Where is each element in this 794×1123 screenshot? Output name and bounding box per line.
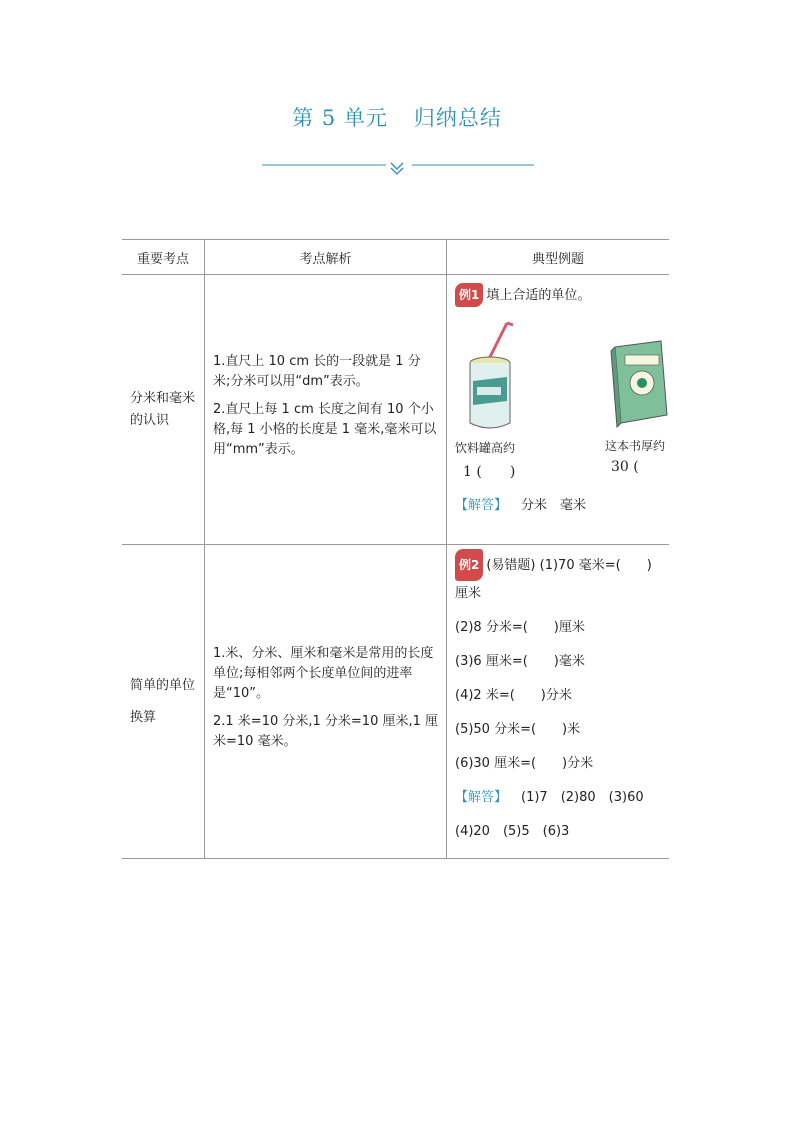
topic-text: 分米和毫米的认识 <box>130 390 196 428</box>
question-1a: (易错题) (1)70 毫米=( ) <box>486 558 652 573</box>
book-caption: 这本书厚约 <box>605 439 666 453</box>
answer-label: 【解答】 <box>455 498 508 513</box>
unit-label: 第 5 单元 <box>292 106 388 130</box>
question-5: (5)50 分米=( )米 <box>455 722 581 737</box>
example-cell <box>447 275 670 545</box>
question-1b: 厘米 <box>455 586 482 601</box>
question-2: (2)8 分米=( )厘米 <box>455 620 585 635</box>
header-topic: 重要考点 <box>122 240 205 275</box>
table-row <box>122 275 669 545</box>
header-analysis: 考点解析 <box>205 240 447 275</box>
question-4: (4)2 米=( )分米 <box>455 688 572 703</box>
question-3: (3)6 厘米=( )毫米 <box>455 654 585 669</box>
header-example: 典型例题 <box>447 240 670 275</box>
page-title <box>0 102 794 132</box>
topic-text: 简单的单位换算 <box>130 677 196 725</box>
soda-can-icon <box>470 323 513 428</box>
answer-text: 分米 毫米 <box>521 498 587 513</box>
example-badge: 例2 <box>455 549 483 581</box>
analysis-point: 2.直尺上每 1 cm 长度之间有 10 个小格,每 1 小格的长度是 1 毫米,毫米可以用“mm”表示。 <box>213 401 437 457</box>
answer-text: (4)20 (5)5 (6)3 <box>455 824 570 839</box>
answer-label: 【解答】 <box>455 790 508 805</box>
title-divider <box>262 158 534 178</box>
chevron-down-icon <box>391 163 403 169</box>
can-value: 1 ( ) <box>463 464 516 480</box>
unit-name: 归纳总结 <box>413 106 502 130</box>
analysis-point: 1.米、分米、厘米和毫米是常用的长度单位;每相邻两个长度单位间的进率是“10”。 <box>213 645 434 701</box>
table-row <box>122 545 669 859</box>
answer-text: (1)7 (2)80 (3)60 <box>521 790 644 805</box>
analysis-point: 1.直尺上 10 cm 长的一段就是 1 分米;分米可以用“dm”表示。 <box>213 353 421 389</box>
topic-cell <box>122 275 205 545</box>
table-header-row <box>122 240 669 275</box>
example-badge: 例1 <box>455 283 483 307</box>
topic-cell <box>122 545 205 859</box>
analysis-point: 2.1 米=10 分米,1 分米=10 厘米,1 厘米=10 毫米。 <box>213 713 439 749</box>
example-illustration <box>455 319 669 495</box>
can-and-book-picture <box>455 319 669 439</box>
analysis-cell <box>205 545 447 859</box>
summary-table <box>122 239 669 859</box>
book-value: 30 ( <box>611 459 639 475</box>
analysis-cell <box>205 275 447 545</box>
question-6: (6)30 厘米=( )分米 <box>455 756 594 771</box>
book-icon <box>611 341 667 427</box>
example-cell <box>447 545 670 859</box>
can-caption: 饮料罐高约 <box>455 441 516 455</box>
example-prompt: 填上合适的单位。 <box>486 288 591 303</box>
